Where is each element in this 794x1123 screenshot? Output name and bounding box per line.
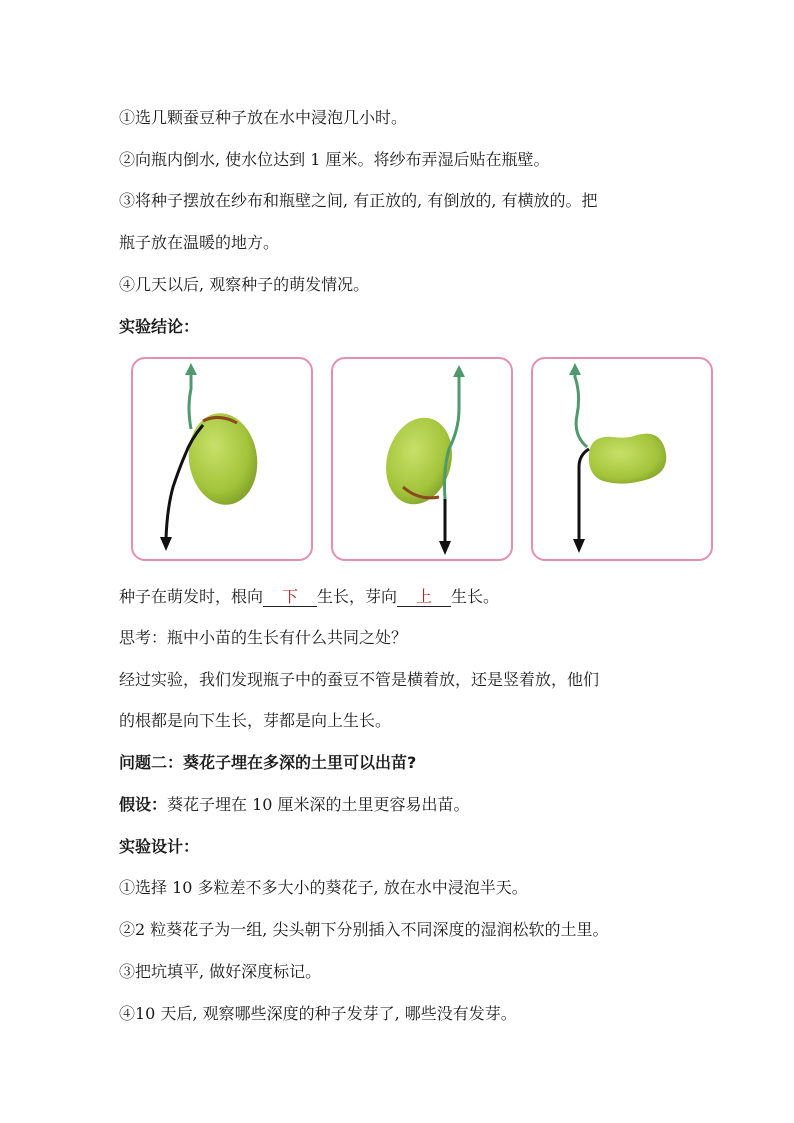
- hypothesis-label: 假设：: [119, 795, 168, 814]
- sentence-suffix: 生长。: [451, 587, 500, 606]
- sprout-arrow: [453, 365, 465, 377]
- step-3-continued: 瓶子放在温暖的地方。: [119, 233, 280, 252]
- question-two: 问题二：葵花子埋在多深的土里可以出苗?: [119, 753, 417, 772]
- answer-blank-sprout: [397, 588, 451, 607]
- think-answer-line-2: 的根都是向下生长，芽都是向上生长。: [119, 711, 392, 730]
- root-arrow: [573, 539, 585, 553]
- step-4: ④几天以后, 观察种子的萌发情况。: [119, 275, 370, 294]
- think-answer-line-1: 经过实验，我们发现瓶子中的蚕豆不管是横着放，还是竖着放，他们: [119, 670, 600, 689]
- answer-blank-root: [263, 588, 317, 607]
- answer-root: 下: [282, 587, 299, 606]
- hypothesis-text: 葵花子埋在 10 厘米深的土里更容易出苗。: [167, 795, 470, 814]
- design-step-2: ②2 粒葵花子为一组, 尖头朝下分别插入不同深度的湿润松软的土里。: [119, 920, 609, 939]
- conclusion-heading: 实验结论：: [119, 317, 200, 336]
- sprout-arrow: [569, 363, 581, 375]
- sentence-middle: 生长，芽向: [317, 587, 398, 606]
- design-step-4: ④10 天后, 观察哪些深度的种子发芽了, 哪些没有发芽。: [119, 1004, 517, 1023]
- think-question: 思考：瓶中小苗的生长有什么共同之处？: [119, 628, 408, 647]
- bean: [589, 434, 667, 484]
- root-arrow: [439, 541, 451, 555]
- fill-in-sentence: [119, 587, 499, 607]
- germination-illustration: [121, 349, 724, 565]
- sprout-arrow: [185, 363, 197, 375]
- step-1: ①选几颗蚕豆种子放在水中浸泡几小时。: [119, 108, 408, 127]
- step-3: ③将种子摆放在纱布和瓶壁之间, 有正放的, 有倒放的, 有横放的。把: [119, 191, 598, 210]
- answer-sprout: 上: [416, 587, 433, 606]
- design-step-1: ①选择 10 多粒差不多大小的葵花子, 放在水中浸泡半天。: [119, 878, 528, 897]
- hypothesis: [119, 795, 470, 815]
- design-heading: 实验设计：: [119, 837, 200, 856]
- panel-horizontal-bean: [531, 357, 713, 561]
- panel-inverted-bean: [331, 357, 513, 561]
- root: [579, 449, 589, 541]
- step-2: ②向瓶内倒水, 使水位达到 1 厘米。将纱布弄湿后贴在瓶壁。: [119, 150, 550, 169]
- bean: [183, 409, 263, 510]
- design-step-3: ③把坑填平, 做好深度标记。: [119, 962, 322, 981]
- sprout: [575, 371, 587, 447]
- panel-upright-bean: [131, 357, 313, 561]
- sentence-prefix: 种子在萌发时，根向: [119, 587, 264, 606]
- sprout: [189, 371, 191, 429]
- root-arrow: [160, 537, 172, 551]
